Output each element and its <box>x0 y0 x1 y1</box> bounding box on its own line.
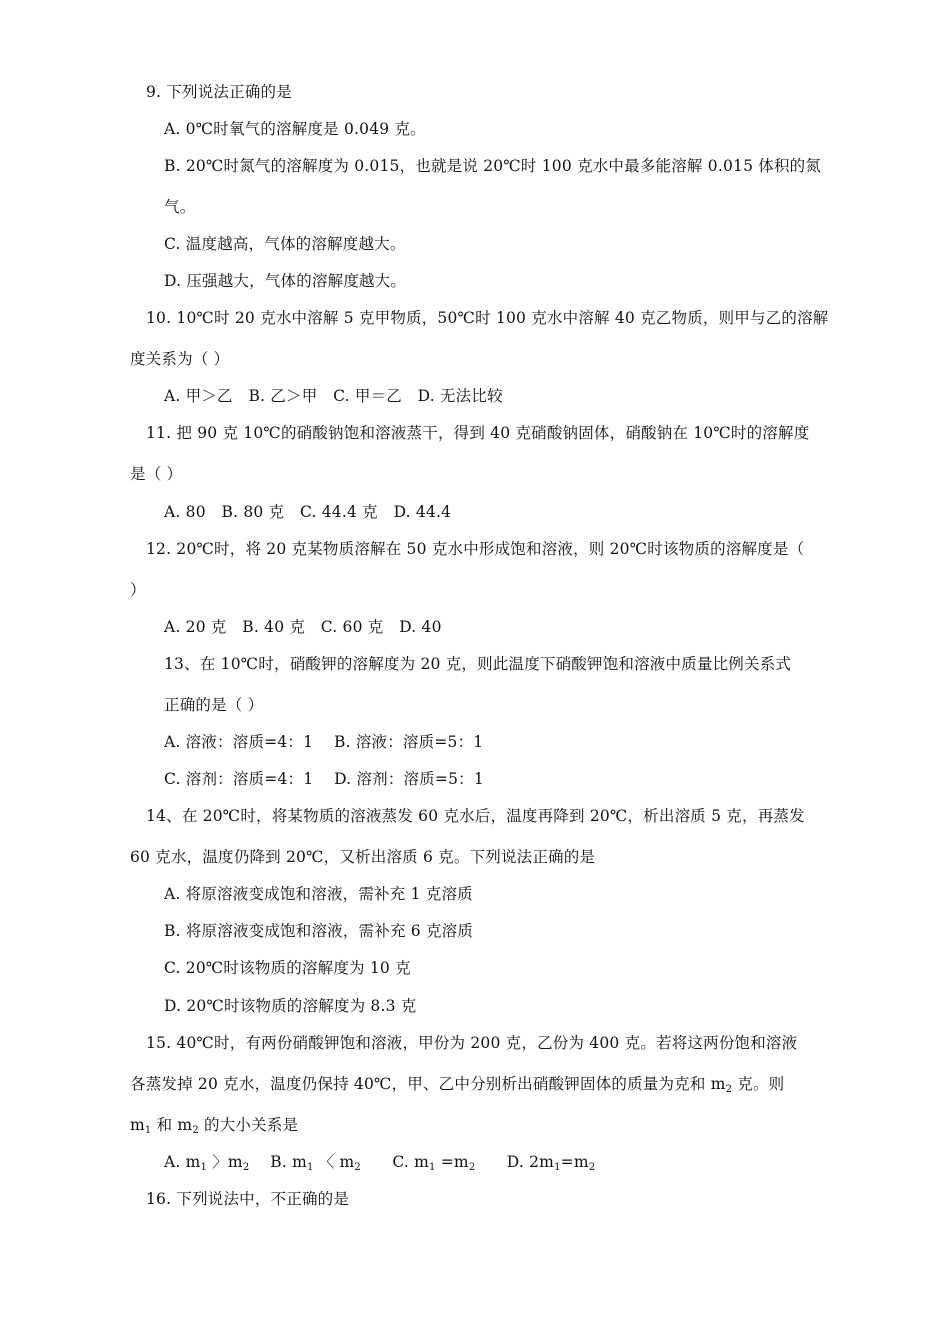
question-9-option-a: A. 0℃时氧气的溶解度是 0.049 克。 <box>164 120 426 138</box>
question-12-stem-line2: ） <box>130 581 146 599</box>
question-13-stem-line1: 13、在 10℃时，硝酸钾的溶解度为 20 克，则此温度下硝酸钾饱和溶液中质量比例关系式 <box>164 655 792 673</box>
question-14-option-b: B. 将原溶液变成饱和溶液，需补充 6 克溶质 <box>164 922 474 940</box>
question-15-stem-line1: 15. 40℃时，有两份硝酸钾饱和溶液，甲份为 200 克，乙份为 400 克。若将这两份饱和溶液 <box>146 1034 798 1052</box>
question-10-stem-line1: 10. 10℃时 20 克水中溶解 5 克甲物质，50℃时 100 克水中溶解 40 克乙物质，则甲与乙的溶解 <box>146 309 829 327</box>
question-9-option-b-line1: B. 20℃时氮气的溶解度为 0.015，也就是说 20℃时 100 克水中最多能溶解 0.015 体积的氮 <box>164 157 822 175</box>
question-14-option-d: D. 20℃时该物质的溶解度为 8.3 克 <box>164 997 417 1015</box>
question-11-stem-line2: 是（ ） <box>130 465 183 483</box>
question-14-option-c: C. 20℃时该物质的溶解度为 10 克 <box>164 959 411 977</box>
question-16-stem: 16. 下列说法中，不正确的是 <box>146 1190 350 1208</box>
question-10-options: A. 甲＞乙 B. 乙＞甲 C. 甲＝乙 D. 无法比较 <box>164 387 503 405</box>
question-13-stem-line2: 正确的是（ ） <box>164 696 264 714</box>
question-11-options: A. 80 B. 80 克 C. 44.4 克 D. 44.4 <box>164 503 452 521</box>
question-9-option-d: D. 压强越大，气体的溶解度越大。 <box>164 272 407 290</box>
question-11-stem-line1: 11. 把 90 克 10℃的硝酸钠饱和溶液蒸干，得到 40 克硝酸钠固体，硝酸钠在 10℃时的溶解度 <box>146 424 810 442</box>
question-9-option-b-line2: 气。 <box>164 198 196 216</box>
question-13-options-ab: A. 溶液：溶质=4：1 B. 溶液：溶质=5：1 <box>164 733 484 751</box>
question-13-options-cd: C. 溶剂：溶质=4：1 D. 溶剂：溶质=5：1 <box>164 770 484 788</box>
question-14-option-a: A. 将原溶液变成饱和溶液，需补充 1 克溶质 <box>164 885 473 903</box>
question-12-options: A. 20 克 B. 40 克 C. 60 克 D. 40 <box>164 618 442 636</box>
question-9-stem: 9. 下列说法正确的是 <box>146 83 292 101</box>
question-15-stem-line2: 各蒸发掉 20 克水，温度仍保持 40℃，甲、乙中分别析出硝酸钾固体的质量为克和 $m_2$ 克。则 <box>130 1075 785 1095</box>
question-9-option-c: C. 温度越高，气体的溶解度越大。 <box>164 235 406 253</box>
question-14-stem-line2: 60 克水，温度仍降到 20℃，又析出溶质 6 克。下列说法正确的是 <box>130 848 596 866</box>
question-15-options: A. $m_1$ 〉$m_2$ B. $m_1$ 〈 $m_2$ C. $m_1 =m_2$ D. $2m_1=m_2$ <box>164 1153 596 1173</box>
question-12-stem-line1: 12. 20℃时，将 20 克某物质溶解在 50 克水中形成饱和溶液，则 20℃时该物质的溶解度是（ <box>146 540 805 558</box>
question-14-stem-line1: 14、在 20℃时，将某物质的溶液蒸发 60 克水后，温度再降到 20℃，析出溶质 5 克，再蒸发 <box>146 807 805 825</box>
question-15-stem-line3: $m_1$ 和 $m_2$ 的大小关系是 <box>130 1116 299 1136</box>
question-10-stem-line2: 度关系为（ ） <box>130 350 230 368</box>
